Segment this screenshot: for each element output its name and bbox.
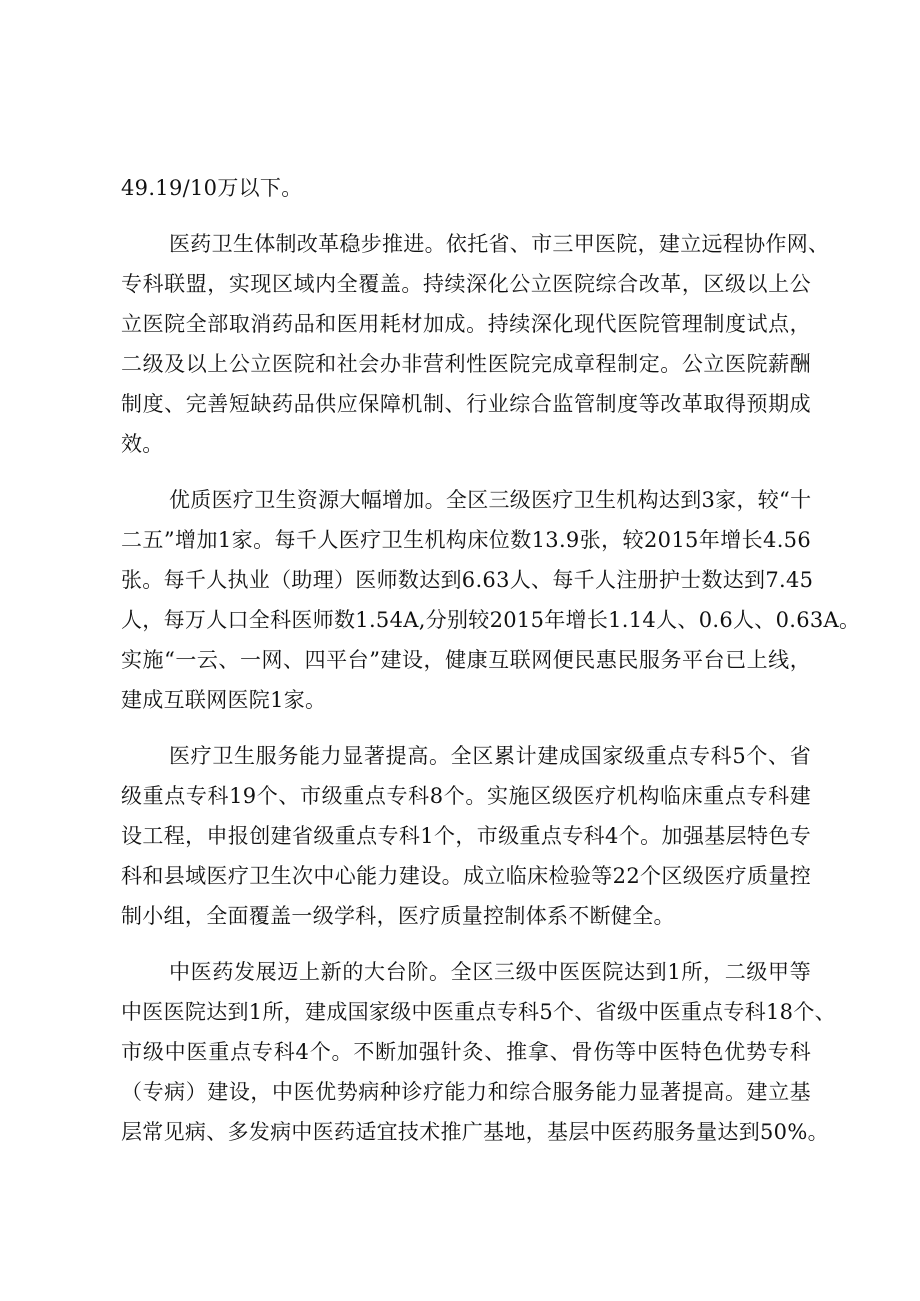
paragraph-gap (121, 936, 811, 952)
paragraph-gap (121, 208, 811, 224)
text-line: 医药卫生体制改革稳步推进。依托省、市三甲医院，建立远程协作网、 (169, 232, 830, 256)
text-line: 层常见病、多发病中医药适宜技术推广基地，基层中医药服务量达到50%。 (121, 1120, 829, 1144)
text-line: 建成互联网医院1家。 (121, 688, 327, 712)
text-line: 二五”增加1家。每千人医疗卫生机构床位数13.9张，较2015年增长4.56 (121, 528, 811, 552)
paragraph (121, 224, 830, 464)
text-line: 级重点专科19个、市级重点专科8个。实施区级医疗机构临床重点专科建 (121, 784, 811, 808)
text-line: 49.19/10万以下。 (121, 176, 303, 200)
text-line: 设工程，申报创建省级重点专科1个，市级重点专科4个。加强基层特色专 (121, 824, 811, 848)
text-line: 医疗卫生服务能力显著提高。全区累计建成国家级重点专科5个、省 (169, 744, 811, 768)
text-line: 人，每万人口全科医师数1.54A,分别较2015年增长1.14人、0.6人、0.63A。 (121, 608, 861, 632)
paragraph-gap (121, 464, 811, 480)
text-line: 中医医院达到1所，建成国家级中医重点专科5个、省级中医重点专科18个、 (121, 1000, 836, 1024)
text-line: 市级中医重点专科4个。不断加强针灸、推拿、骨伤等中医特色优势专科 (121, 1040, 811, 1064)
text-line: 中医药发展迈上新的大台阶。全区三级中医医院达到1所，二级甲等 (169, 960, 811, 984)
paragraph (121, 952, 836, 1152)
text-line: 科和县域医疗卫生次中心能力建设。成立临床检验等22个区级医疗质量控 (121, 864, 811, 888)
text-line: 二级及以上公立医院和社会办非营利性医院完成章程制定。公立医院薪酬 (121, 352, 811, 376)
text-line: 专科联盟，实现区域内全覆盖。持续深化公立医院综合改革，区级以上公 (121, 272, 811, 296)
text-line: 效。 (121, 432, 164, 456)
text-line: （专病）建设，中医优势病种诊疗能力和综合服务能力显著提高。建立基 (121, 1080, 811, 1104)
paragraph (121, 736, 811, 936)
text-line: 实施“一云、一网、四平台”建设，健康互联网便民惠民服务平台已上线， (121, 648, 811, 672)
text-line: 制小组，全面覆盖一级学科，医疗质量控制体系不断健全。 (121, 904, 675, 928)
text-line: 制度、完善短缺药品供应保障机制、行业综合监管制度等改革取得预期成 (121, 392, 811, 416)
paragraph (121, 168, 811, 208)
document-body (121, 168, 861, 1152)
paragraph-gap (121, 720, 811, 736)
text-line: 立医院全部取消药品和医用耗材加成。持续深化现代医院管理制度试点， (121, 312, 811, 336)
text-line: 张。每千人执业（助理）医师数达到6.63人、每千人注册护士数达到7.45 (121, 568, 814, 592)
paragraph (121, 480, 861, 720)
text-line: 优质医疗卫生资源大幅增加。全区三级医疗卫生机构达到3家，较“十 (169, 488, 812, 512)
